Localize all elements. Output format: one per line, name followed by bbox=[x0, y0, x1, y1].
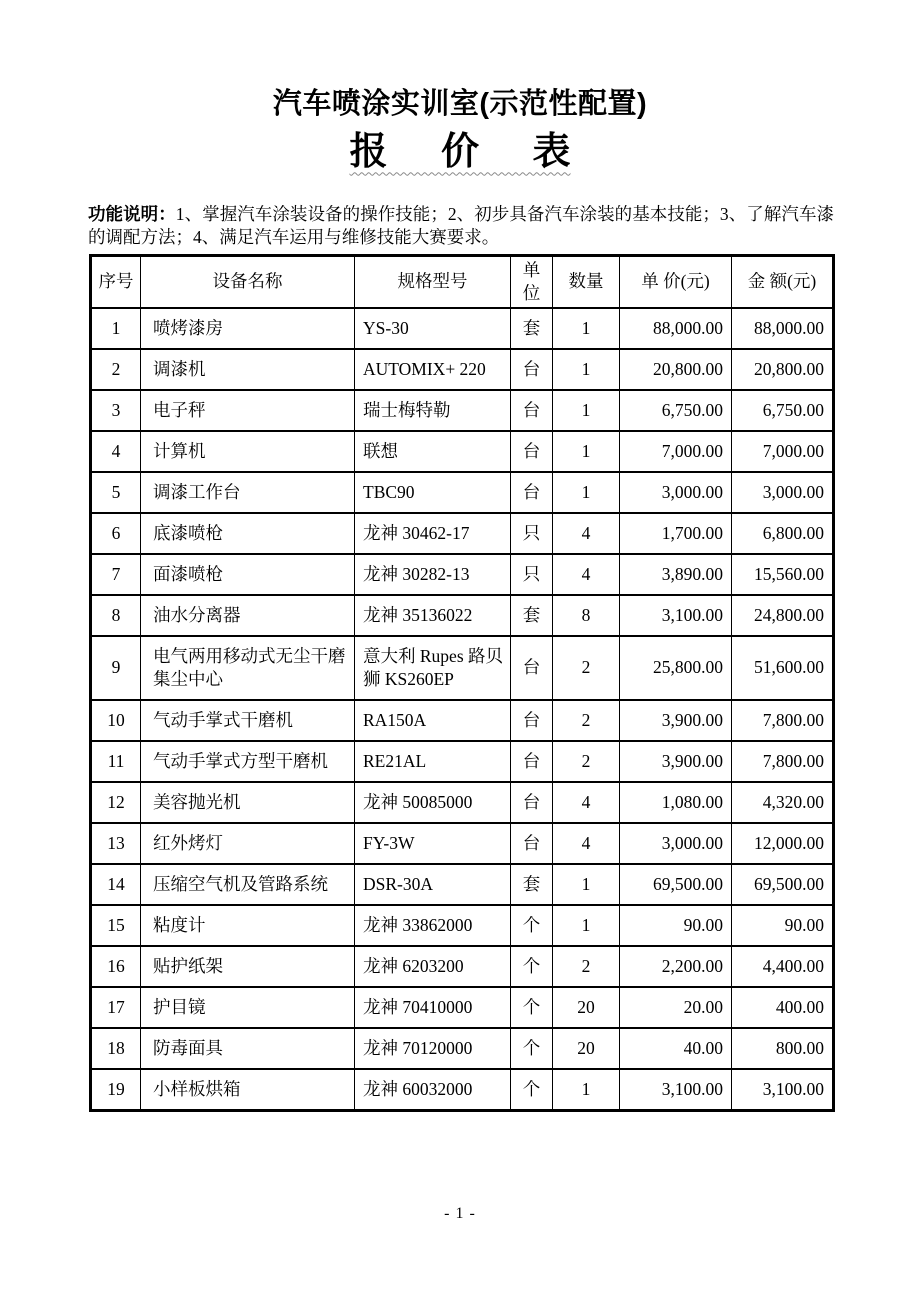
table-row bbox=[91, 823, 834, 864]
cell-unit: 个 bbox=[511, 1028, 553, 1069]
header-unit: 单位 bbox=[511, 255, 553, 308]
cell-amount: 90.00 bbox=[732, 905, 834, 946]
cell-amount: 88,000.00 bbox=[732, 308, 834, 349]
table-row bbox=[91, 595, 834, 636]
cell-no: 7 bbox=[91, 554, 141, 595]
cell-price: 3,100.00 bbox=[620, 595, 732, 636]
cell-price: 2,200.00 bbox=[620, 946, 732, 987]
cell-amount: 12,000.00 bbox=[732, 823, 834, 864]
cell-model: DSR-30A bbox=[355, 864, 511, 905]
cell-qty: 8 bbox=[553, 595, 620, 636]
cell-amount: 4,320.00 bbox=[732, 782, 834, 823]
cell-no: 1 bbox=[91, 308, 141, 349]
cell-unit: 台 bbox=[511, 782, 553, 823]
cell-no: 5 bbox=[91, 472, 141, 513]
table-row bbox=[91, 390, 834, 431]
cell-amount: 3,000.00 bbox=[732, 472, 834, 513]
cell-name: 红外烤灯 bbox=[141, 823, 355, 864]
cell-model: 龙神 30462-17 bbox=[355, 513, 511, 554]
cell-price: 69,500.00 bbox=[620, 864, 732, 905]
cell-qty: 20 bbox=[553, 987, 620, 1028]
cell-qty: 1 bbox=[553, 308, 620, 349]
cell-model: TBC90 bbox=[355, 472, 511, 513]
cell-price: 3,000.00 bbox=[620, 472, 732, 513]
cell-no: 8 bbox=[91, 595, 141, 636]
cell-unit: 台 bbox=[511, 823, 553, 864]
cell-no: 12 bbox=[91, 782, 141, 823]
cell-model: 龙神 33862000 bbox=[355, 905, 511, 946]
cell-no: 13 bbox=[91, 823, 141, 864]
cell-model: 龙神 60032000 bbox=[355, 1069, 511, 1111]
table-row bbox=[91, 513, 834, 554]
cell-amount: 400.00 bbox=[732, 987, 834, 1028]
cell-price: 25,800.00 bbox=[620, 636, 732, 700]
table-row bbox=[91, 987, 834, 1028]
cell-model: 瑞士梅特勒 bbox=[355, 390, 511, 431]
header-price: 单 价(元) bbox=[620, 255, 732, 308]
quotation-table bbox=[89, 254, 835, 1112]
cell-unit: 台 bbox=[511, 636, 553, 700]
cell-unit: 套 bbox=[511, 864, 553, 905]
cell-price: 3,890.00 bbox=[620, 554, 732, 595]
table-row bbox=[91, 349, 834, 390]
cell-name: 防毒面具 bbox=[141, 1028, 355, 1069]
cell-price: 1,080.00 bbox=[620, 782, 732, 823]
cell-amount: 7,800.00 bbox=[732, 700, 834, 741]
document-title: 汽车喷涂实训室(示范性配置) bbox=[272, 88, 648, 120]
cell-unit: 只 bbox=[511, 554, 553, 595]
header-name: 设备名称 bbox=[141, 255, 355, 308]
document-subtitle: 报 价 表 bbox=[349, 131, 571, 174]
cell-qty: 1 bbox=[553, 349, 620, 390]
cell-price: 3,100.00 bbox=[620, 1069, 732, 1111]
table-row bbox=[91, 554, 834, 595]
cell-price: 3,900.00 bbox=[620, 741, 732, 782]
cell-name: 面漆喷枪 bbox=[141, 554, 355, 595]
cell-amount: 800.00 bbox=[732, 1028, 834, 1069]
cell-name: 美容抛光机 bbox=[141, 782, 355, 823]
cell-unit: 台 bbox=[511, 349, 553, 390]
cell-unit: 台 bbox=[511, 472, 553, 513]
cell-model: 联想 bbox=[355, 431, 511, 472]
cell-amount: 20,800.00 bbox=[732, 349, 834, 390]
cell-unit: 个 bbox=[511, 946, 553, 987]
header-amount: 金 额(元) bbox=[732, 255, 834, 308]
cell-model: 意大利 Rupes 路贝狮 KS260EP bbox=[355, 636, 511, 700]
cell-name: 电子秤 bbox=[141, 390, 355, 431]
cell-model: 龙神 70120000 bbox=[355, 1028, 511, 1069]
cell-price: 3,000.00 bbox=[620, 823, 732, 864]
cell-price: 20,800.00 bbox=[620, 349, 732, 390]
cell-unit: 台 bbox=[511, 700, 553, 741]
cell-qty: 4 bbox=[553, 823, 620, 864]
cell-unit: 台 bbox=[511, 431, 553, 472]
cell-amount: 15,560.00 bbox=[732, 554, 834, 595]
cell-model: 龙神 35136022 bbox=[355, 595, 511, 636]
cell-qty: 4 bbox=[553, 513, 620, 554]
cell-name: 气动手掌式干磨机 bbox=[141, 700, 355, 741]
cell-amount: 4,400.00 bbox=[732, 946, 834, 987]
cell-name: 贴护纸架 bbox=[141, 946, 355, 987]
table-row bbox=[91, 1028, 834, 1069]
cell-amount: 51,600.00 bbox=[732, 636, 834, 700]
page-number: - 1 - bbox=[444, 1205, 476, 1222]
cell-no: 9 bbox=[91, 636, 141, 700]
cell-qty: 1 bbox=[553, 431, 620, 472]
cell-no: 16 bbox=[91, 946, 141, 987]
cell-amount: 3,100.00 bbox=[732, 1069, 834, 1111]
cell-price: 90.00 bbox=[620, 905, 732, 946]
cell-no: 3 bbox=[91, 390, 141, 431]
cell-price: 6,750.00 bbox=[620, 390, 732, 431]
cell-qty: 4 bbox=[553, 554, 620, 595]
table-row bbox=[91, 636, 834, 700]
cell-price: 20.00 bbox=[620, 987, 732, 1028]
cell-amount: 6,750.00 bbox=[732, 390, 834, 431]
cell-name: 护目镜 bbox=[141, 987, 355, 1028]
cell-price: 1,700.00 bbox=[620, 513, 732, 554]
cell-qty: 2 bbox=[553, 946, 620, 987]
cell-name: 调漆机 bbox=[141, 349, 355, 390]
cell-amount: 6,800.00 bbox=[732, 513, 834, 554]
table-row bbox=[91, 905, 834, 946]
table-row bbox=[91, 1069, 834, 1111]
cell-amount: 7,000.00 bbox=[732, 431, 834, 472]
cell-model: 龙神 6203200 bbox=[355, 946, 511, 987]
cell-qty: 4 bbox=[553, 782, 620, 823]
cell-no: 17 bbox=[91, 987, 141, 1028]
cell-price: 7,000.00 bbox=[620, 431, 732, 472]
table-row bbox=[91, 864, 834, 905]
cell-model: RA150A bbox=[355, 700, 511, 741]
cell-price: 88,000.00 bbox=[620, 308, 732, 349]
cell-name: 小样板烘箱 bbox=[141, 1069, 355, 1111]
cell-unit: 套 bbox=[511, 308, 553, 349]
cell-price: 3,900.00 bbox=[620, 700, 732, 741]
cell-model: AUTOMIX+ 220 bbox=[355, 349, 511, 390]
cell-name: 气动手掌式方型干磨机 bbox=[141, 741, 355, 782]
cell-unit: 个 bbox=[511, 1069, 553, 1111]
table-row bbox=[91, 308, 834, 349]
function-description-text: 1、掌握汽车涂装设备的操作技能；2、初步具备汽车涂装的基本技能；3、了解汽车漆的调配方法；4、满足汽车运用与维修技能大赛要求。 bbox=[88, 203, 835, 247]
cell-price: 40.00 bbox=[620, 1028, 732, 1069]
cell-unit: 个 bbox=[511, 905, 553, 946]
cell-name: 粘度计 bbox=[141, 905, 355, 946]
cell-name: 调漆工作台 bbox=[141, 472, 355, 513]
table-header-row bbox=[91, 255, 834, 308]
cell-amount: 69,500.00 bbox=[732, 864, 834, 905]
cell-amount: 24,800.00 bbox=[732, 595, 834, 636]
cell-no: 4 bbox=[91, 431, 141, 472]
table-row bbox=[91, 741, 834, 782]
cell-no: 18 bbox=[91, 1028, 141, 1069]
cell-unit: 个 bbox=[511, 987, 553, 1028]
cell-unit: 台 bbox=[511, 741, 553, 782]
cell-model: 龙神 50085000 bbox=[355, 782, 511, 823]
cell-no: 6 bbox=[91, 513, 141, 554]
cell-name: 计算机 bbox=[141, 431, 355, 472]
function-description bbox=[88, 203, 834, 249]
cell-no: 10 bbox=[91, 700, 141, 741]
cell-model: 龙神 30282-13 bbox=[355, 554, 511, 595]
table-row bbox=[91, 700, 834, 741]
function-description-label: 功能说明： bbox=[88, 203, 176, 224]
cell-model: YS-30 bbox=[355, 308, 511, 349]
table-row bbox=[91, 946, 834, 987]
table-row bbox=[91, 782, 834, 823]
cell-qty: 20 bbox=[553, 1028, 620, 1069]
header-no: 序号 bbox=[91, 255, 141, 308]
header-model: 规格型号 bbox=[355, 255, 511, 308]
cell-no: 11 bbox=[91, 741, 141, 782]
cell-name: 油水分离器 bbox=[141, 595, 355, 636]
cell-name: 压缩空气机及管路系统 bbox=[141, 864, 355, 905]
cell-qty: 2 bbox=[553, 700, 620, 741]
cell-unit: 套 bbox=[511, 595, 553, 636]
cell-name: 电气两用移动式无尘干磨集尘中心 bbox=[141, 636, 355, 700]
cell-qty: 1 bbox=[553, 864, 620, 905]
cell-no: 14 bbox=[91, 864, 141, 905]
cell-unit: 只 bbox=[511, 513, 553, 554]
cell-qty: 2 bbox=[553, 636, 620, 700]
cell-qty: 1 bbox=[553, 905, 620, 946]
cell-amount: 7,800.00 bbox=[732, 741, 834, 782]
cell-no: 19 bbox=[91, 1069, 141, 1111]
cell-qty: 1 bbox=[553, 390, 620, 431]
cell-qty: 1 bbox=[553, 1069, 620, 1111]
cell-name: 底漆喷枪 bbox=[141, 513, 355, 554]
cell-name: 喷烤漆房 bbox=[141, 308, 355, 349]
header-qty: 数量 bbox=[553, 255, 620, 308]
cell-qty: 1 bbox=[553, 472, 620, 513]
cell-unit: 台 bbox=[511, 390, 553, 431]
cell-no: 2 bbox=[91, 349, 141, 390]
table-row bbox=[91, 431, 834, 472]
cell-model: 龙神 70410000 bbox=[355, 987, 511, 1028]
cell-model: RE21AL bbox=[355, 741, 511, 782]
cell-model: FY-3W bbox=[355, 823, 511, 864]
cell-qty: 2 bbox=[553, 741, 620, 782]
cell-no: 15 bbox=[91, 905, 141, 946]
table-row bbox=[91, 472, 834, 513]
